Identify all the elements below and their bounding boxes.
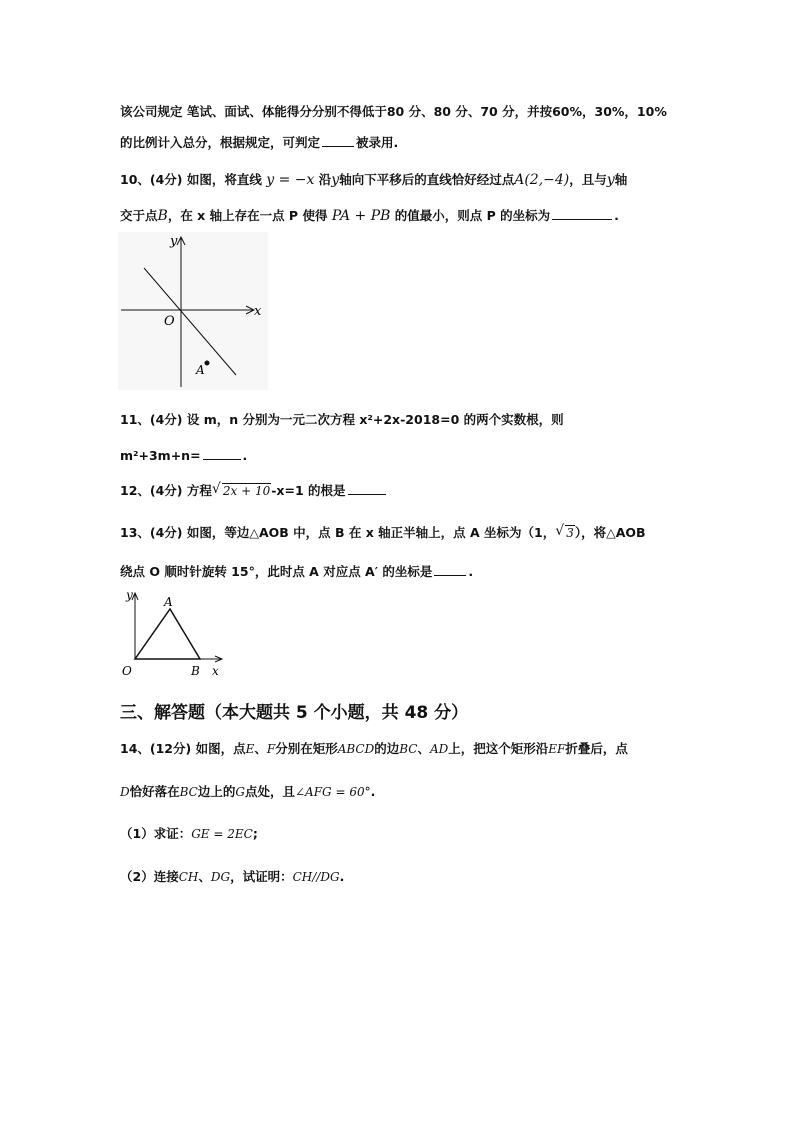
y-axis-label: y <box>170 234 178 249</box>
sqrt-expression: √ 2x + 10 <box>211 481 271 498</box>
origin-label: O <box>122 664 132 678</box>
q12-line: 12、(4分) 方程 √ 2x + 10-x=1 的根是 <box>120 482 388 499</box>
figure-triangle <box>118 588 228 680</box>
q10-line-2: 交于点B，在 x 轴上存在一点 P 使得 PA + PB 的值最小，则点 P 的坐标为 . <box>120 208 619 224</box>
q11-line-1: 11、(4分) 设 m，n 分别为一元二次方程 x²+2x-2018=0 的两个实数根，则 <box>120 412 564 427</box>
q14-line-2: D恰好落在BC边上的G点处，且∠AFG = 60°. <box>120 784 376 799</box>
triangle-aob <box>135 609 200 659</box>
answer-blank[interactable] <box>203 447 241 460</box>
q11-line-2: m²+3m+n= . <box>120 448 248 463</box>
origin-label: O <box>164 314 175 329</box>
q14-part-2: （2）连接CH、DG，试证明：CH//DG. <box>120 869 345 884</box>
x-axis-label: x <box>212 664 219 678</box>
y-axis-label: y <box>126 588 133 602</box>
answer-blank[interactable] <box>322 134 354 147</box>
point-b-label: B <box>191 664 200 678</box>
answer-blank[interactable] <box>434 563 466 576</box>
figure-line-graph <box>118 232 268 390</box>
x-axis-label: x <box>254 304 262 319</box>
figure-background <box>118 232 268 390</box>
point-a-label: A <box>164 595 173 609</box>
sqrt-expression: √ 3 <box>555 523 574 540</box>
paragraph-line-2: 的比例计入总分，根据规定，可判定 被录用. <box>120 135 399 150</box>
answer-blank[interactable] <box>348 482 386 495</box>
q14-line-1: 14、(12分) 如图，点E、F分别在矩形ABCD的边BC、AD上，把这个矩形沿EF折叠后，点 <box>120 741 628 756</box>
section-heading: 三、解答题（本大题共 5 个小题，共 48 分） <box>120 703 469 723</box>
q13-line-1: 13、(4分) 如图，等边△AOB 中，点 B 在 x 轴正半轴上，点 A 坐标为（1， √ 3），将△AOB <box>120 523 646 540</box>
q13-line-2: 绕点 O 顺时针旋转 15°，此时点 A 对应点 A′ 的坐标是 . <box>120 564 474 579</box>
point-a <box>205 361 210 366</box>
q10-line-1: 10、(4分) 如图，将直线 y = −x 沿y轴向下平移后的直线恰好经过点A(2,−4)，且与y轴 <box>120 172 628 188</box>
q14-part-1: （1）求证：GE = 2EC; <box>120 826 258 841</box>
point-a-label: A <box>196 363 205 377</box>
answer-blank[interactable] <box>552 207 612 220</box>
paragraph-line-1: 该公司规定 笔试、面试、体能得分分别不得低于80 分、80 分、70 分，并按60%，30%，10% <box>120 104 667 119</box>
